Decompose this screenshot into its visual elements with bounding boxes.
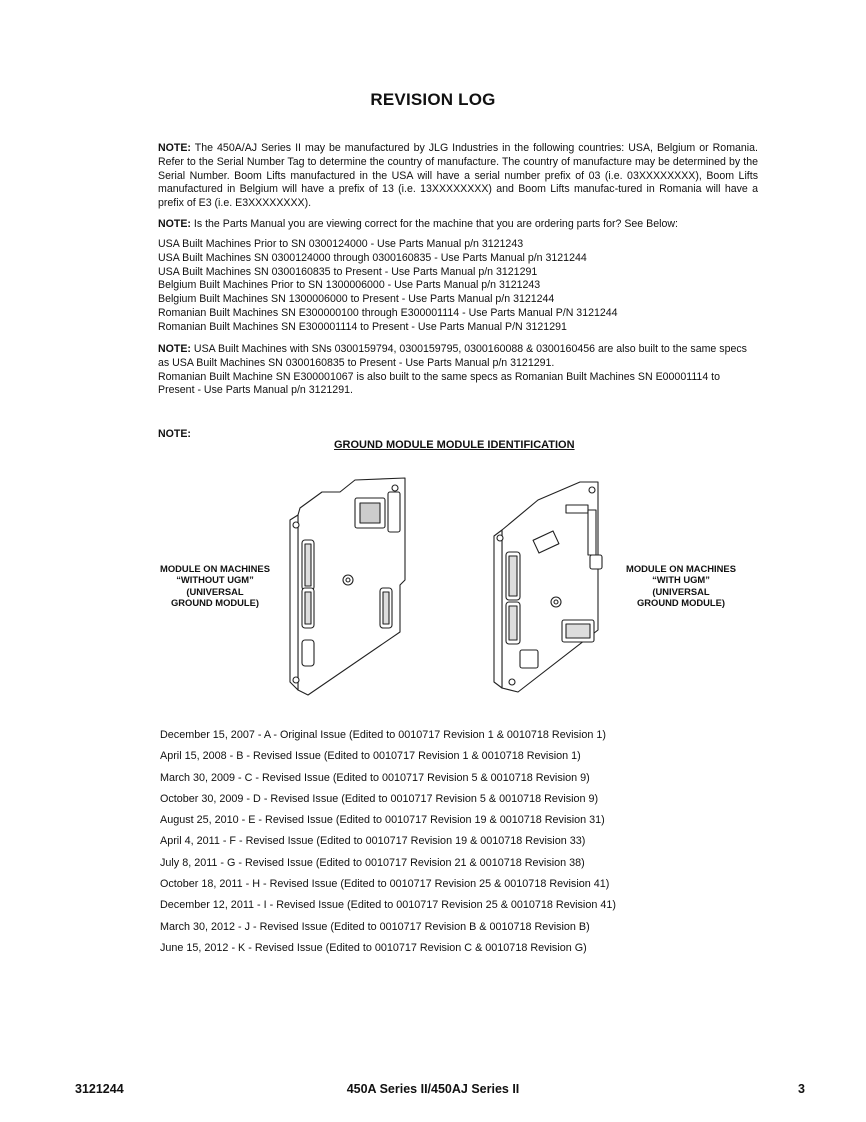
- note-country-of-manufacture: [158, 142, 758, 211]
- list-item: December 12, 2011 - I - Revised Issue (Edited to 0010717 Revision 25 & 0010718 Revision 41): [160, 899, 616, 912]
- note-label: NOTE:: [158, 218, 191, 230]
- footer-part-number: 3121244: [75, 1082, 124, 1096]
- note-text: The 450A/AJ Series II may be manufactured by JLG Industries in the following countries: USA, Belgium or Romania. Refer to the Serial Number Tag to determine the country of manufacture. The country of manufacture may be determined by the Serial Number. Boom Lifts manufactured in the USA will have a serial number prefix of 03 (i.e. 03XXXXXXXX), Boom Lifts manufactured in Belgium will have a prefix of 13 (i.e. 13XXXXXXXX) and Boom Lifts manufac-tured in Romania will have a prefix of E3 (i.e. E3XXXXXXXX).: [158, 142, 758, 210]
- page-title: REVISION LOG: [370, 90, 496, 109]
- list-item: USA Built Machines SN 0300124000 through 0300160835 - Use Parts Manual p/n 3121244: [158, 251, 587, 264]
- note-text: Is the Parts Manual you are viewing correct for the machine that you are ordering parts for? See Below:: [190, 218, 678, 230]
- revision-history: [160, 729, 616, 963]
- list-item: March 30, 2012 - J - Revised Issue (Edited to 0010717 Revision B & 0010718 Revision B): [160, 920, 590, 933]
- callout-line: GROUND MODULE): [170, 596, 259, 608]
- module-without-ugm-illustration: [290, 478, 405, 695]
- ground-module-diagram: [280, 470, 620, 700]
- note-parts-manual-check: [158, 218, 758, 232]
- callout-line: “WITHOUT UGM”: [176, 574, 254, 586]
- callout-line: MODULE ON MACHINES: [626, 563, 736, 574]
- list-item: Belgium Built Machines SN 1300006000 to Present - Use Parts Manual p/n 3121244: [158, 293, 555, 306]
- note-text: USA Built Machines with SNs 0300159794, 0300159795, 0300160088 & 0300160456 are also built to the same specs as USA Built Machines SN 0300160835 to Present - Use Parts Manual p/n 3121291.: [158, 343, 747, 369]
- list-item: December 15, 2007 - A - Original Issue (Edited to 0010717 Revision 1 & 0010718 Revision 1): [160, 729, 606, 741]
- footer-page-number: 3: [798, 1082, 805, 1096]
- note-text-romanian: Romanian Built Machine SN E300001067 is also built to the same specs as Romanian Built Machines SN E00001114 to Present - Use Parts Manual p/n 3121291.: [158, 370, 720, 397]
- diagram-title: GROUND MODULE MODULE IDENTIFICATION: [334, 439, 575, 451]
- left-module-callout: [150, 563, 280, 608]
- list-item: August 25, 2010 - E - Revised Issue (Edited to 0010717 Revision 19 & 0010718 Revision 31): [160, 814, 605, 827]
- note-label: NOTE:: [158, 142, 191, 154]
- list-item: USA Built Machines Prior to SN 0300124000 - Use Parts Manual p/n 3121243: [158, 238, 524, 250]
- module-with-ugm-illustration: [494, 482, 602, 692]
- list-item: June 15, 2012 - K - Revised Issue (Edited to 0010717 Revision C & 0010718 Revision G): [160, 941, 587, 954]
- callout-line: MODULE ON MACHINES: [160, 563, 270, 574]
- note-same-specs: [158, 343, 758, 398]
- right-module-callout: [616, 563, 746, 608]
- list-item: October 18, 2011 - H - Revised Issue (Edited to 0010717 Revision 25 & 0010718 Revision 41): [160, 878, 610, 891]
- note-label: NOTE:: [158, 343, 191, 355]
- list-item: Romanian Built Machines SN E300001114 to Present - Use Parts Manual P/N 3121291: [158, 320, 567, 333]
- footer-model: 450A Series II/450AJ Series II: [346, 1082, 520, 1096]
- callout-line: “WITH UGM”: [652, 574, 710, 586]
- list-item: April 15, 2008 - B - Revised Issue (Edited to 0010717 Revision 1 & 0010718 Revision 1): [160, 750, 581, 763]
- callout-line: GROUND MODULE): [636, 596, 725, 608]
- list-item: July 8, 2011 - G - Revised Issue (Edited to 0010717 Revision 21 & 0010718 Revision 38): [160, 856, 585, 869]
- list-item: March 30, 2009 - C - Revised Issue (Edited to 0010717 Revision 5 & 0010718 Revision 9): [160, 771, 590, 784]
- note-label-diagram: NOTE:: [158, 428, 191, 440]
- list-item: Belgium Built Machines Prior to SN 1300006000 - Use Parts Manual p/n 3121243: [158, 279, 541, 292]
- list-item: USA Built Machines SN 0300160835 to Present - Use Parts Manual p/n 3121291: [158, 265, 538, 278]
- list-item: October 30, 2009 - D - Revised Issue (Edited to 0010717 Revision 5 & 0010718 Revision 9): [160, 792, 599, 805]
- list-item: April 4, 2011 - F - Revised Issue (Edited to 0010717 Revision 19 & 0010718 Revision 33): [160, 835, 586, 848]
- callout-line: (UNIVERSAL: [186, 585, 244, 597]
- serial-number-list: [158, 238, 758, 335]
- callout-line: (UNIVERSAL: [652, 585, 710, 597]
- list-item: Romanian Built Machines SN E300000100 through E300001114 - Use Parts Manual P/N 3121244: [158, 306, 618, 319]
